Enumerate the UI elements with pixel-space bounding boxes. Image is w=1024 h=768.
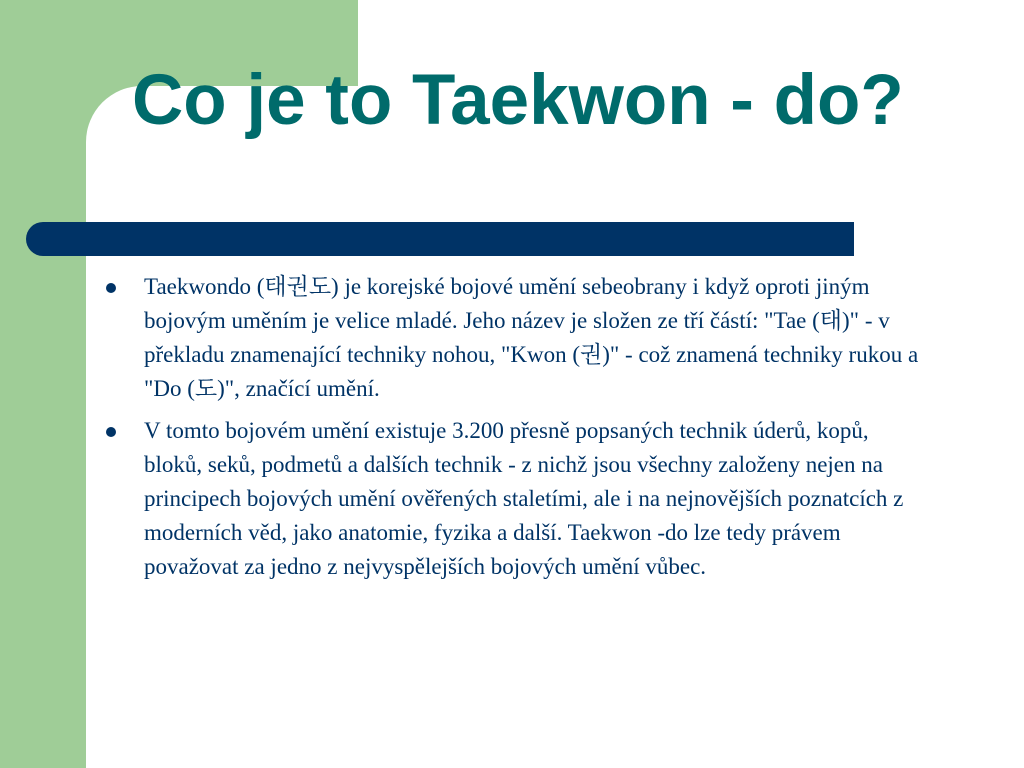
- bullet-item: [104, 414, 924, 584]
- bullet-text: V tomto bojovém umění existuje 3.200 přesně popsaných technik úderů, kopů, bloků, seků, podmetů a dalších technik - z nichž jsou všechny založeny nejen na principech bojových umění ověřených staletími, ale i na nejnovějších poznatcích z moderních věd, jako anatomie, fyzika a další. Taekwon -do lze tedy právem považovat za jedno z nejvyspělejších bojových umění vůbec.: [144, 418, 904, 579]
- slide-title: Co je to Taekwon - do?: [132, 61, 904, 140]
- bullet-item: [104, 270, 924, 406]
- title-divider-bar: [26, 222, 854, 256]
- bullet-dot-icon: [106, 427, 116, 437]
- bullet-list: [104, 270, 924, 592]
- bullet-dot-icon: [106, 283, 116, 293]
- bullet-text: Taekwondo (태권도) je korejské bojové umění sebeobrany i když oproti jiným bojovým uměním je velice mladé. Jeho název je složen ze tří částí: "Tae (태)" - v překladu znamenající techniky nohou, "Kwon (권)" - což znamená techniky rukou a "Do (도)", značící umění.: [144, 274, 919, 401]
